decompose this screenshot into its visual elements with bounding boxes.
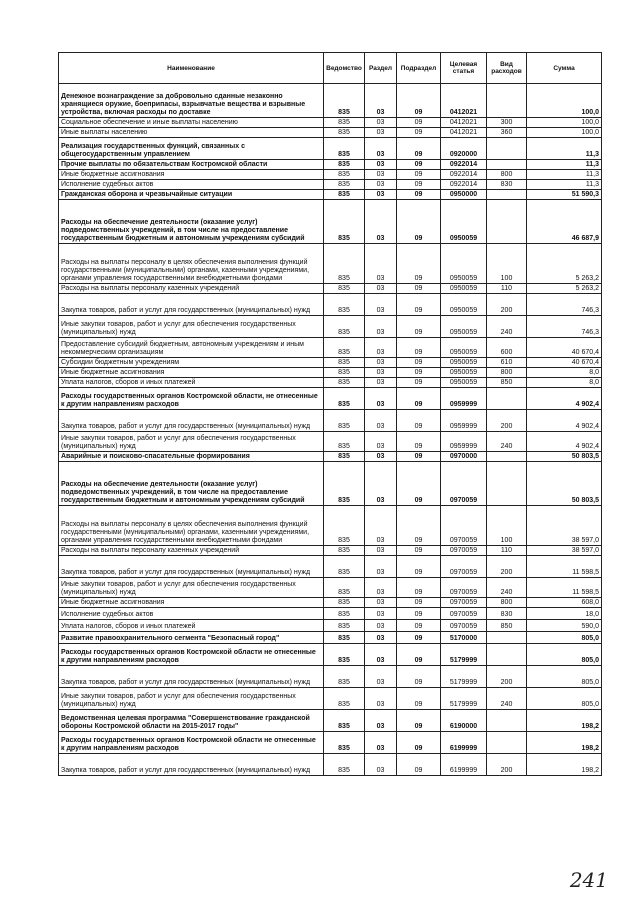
cell-section: 03: [365, 128, 397, 138]
cell-sum: 5 263,2: [527, 284, 602, 294]
cell-section: 03: [365, 410, 397, 432]
table-header-row: [59, 53, 602, 84]
cell-section: 03: [365, 378, 397, 388]
cell-name: Реализация государственных функций, связанных с общегосударственным управлением: [59, 138, 324, 160]
cell-sum: 805,0: [527, 644, 602, 666]
cell-name: Иные закупки товаров, работ и услуг для обеспечения государственных (муниципальных) нужд: [59, 578, 324, 598]
cell-expense-type: 200: [487, 294, 527, 316]
cell-subsection: 09: [397, 244, 441, 284]
cell-subsection: 09: [397, 732, 441, 754]
cell-expense-type: 800: [487, 368, 527, 378]
cell-subsection: 09: [397, 432, 441, 452]
cell-subsection: 09: [397, 358, 441, 368]
cell-name: Иные бюджетные ассигнования: [59, 368, 324, 378]
cell-target-article: 0959999: [441, 432, 487, 452]
cell-sum: 4 902,4: [527, 432, 602, 452]
cell-section: 03: [365, 462, 397, 506]
cell-expense-type: [487, 138, 527, 160]
table-row: [59, 632, 602, 644]
cell-expense-type: [487, 632, 527, 644]
cell-section: 03: [365, 644, 397, 666]
cell-sum: 100,0: [527, 128, 602, 138]
cell-department: 835: [324, 128, 365, 138]
cell-subsection: 09: [397, 284, 441, 294]
cell-section: 03: [365, 294, 397, 316]
cell-sum: 590,0: [527, 620, 602, 632]
cell-target-article: 6199999: [441, 732, 487, 754]
cell-sum: 805,0: [527, 688, 602, 710]
cell-section: 03: [365, 118, 397, 128]
cell-target-article: 5179999: [441, 644, 487, 666]
cell-subsection: 09: [397, 452, 441, 462]
cell-section: 03: [365, 632, 397, 644]
cell-subsection: 09: [397, 666, 441, 688]
handwritten-page-number: 241: [569, 868, 608, 892]
cell-section: 03: [365, 432, 397, 452]
cell-subsection: 09: [397, 180, 441, 190]
cell-section: 03: [365, 190, 397, 200]
cell-section: 03: [365, 84, 397, 118]
cell-name: Исполнение судебных актов: [59, 180, 324, 190]
cell-name: Расходы государственных органов Костромской области не отнесенные к другим направлениям расходов: [59, 732, 324, 754]
cell-name: Прочие выплаты по обязательствам Костромской области: [59, 160, 324, 170]
cell-department: 835: [324, 190, 365, 200]
cell-subsection: 09: [397, 190, 441, 200]
table-row: [59, 710, 602, 732]
table-row: [59, 754, 602, 776]
cell-target-article: 0412021: [441, 84, 487, 118]
cell-expense-type: [487, 200, 527, 244]
cell-department: 835: [324, 754, 365, 776]
cell-sum: 746,3: [527, 294, 602, 316]
cell-subsection: 09: [397, 410, 441, 432]
cell-target-article: 0970059: [441, 578, 487, 598]
table-row: [59, 368, 602, 378]
cell-expense-type: 240: [487, 578, 527, 598]
cell-target-article: 0950059: [441, 316, 487, 338]
cell-name: Денежное вознаграждение за добровольно сданные незаконно хранящиеся оружие, боеприпасы, взрывчатые вещества и взрывные устройства, включая расходы по доставке: [59, 84, 324, 118]
cell-name: Иные бюджетные ассигнования: [59, 598, 324, 608]
cell-section: 03: [365, 200, 397, 244]
cell-expense-type: 830: [487, 180, 527, 190]
cell-section: 03: [365, 368, 397, 378]
cell-name: Иные закупки товаров, работ и услуг для обеспечения государственных (муниципальных) нужд: [59, 688, 324, 710]
cell-expense-type: 240: [487, 432, 527, 452]
cell-expense-type: 200: [487, 754, 527, 776]
budget-table: [58, 52, 602, 776]
cell-department: 835: [324, 378, 365, 388]
cell-department: 835: [324, 632, 365, 644]
table-row: [59, 732, 602, 754]
cell-sum: 11,3: [527, 138, 602, 160]
cell-name: Расходы на обеспечение деятельности (оказание услуг) подведомственных учреждений, в том числе на предоставление государственным бюджетным и автономным учреждениям субсидий: [59, 200, 324, 244]
cell-target-article: 0959999: [441, 388, 487, 410]
header-name: Наименование: [59, 53, 324, 84]
cell-target-article: 0950059: [441, 378, 487, 388]
cell-department: 835: [324, 138, 365, 160]
cell-sum: 198,2: [527, 710, 602, 732]
cell-name: Иные закупки товаров, работ и услуг для обеспечения государственных (муниципальных) нужд: [59, 432, 324, 452]
cell-sum: 11 598,5: [527, 578, 602, 598]
cell-name: Расходы на выплаты персоналу в целях обеспечения выполнения функций государственными (муниципальными) органами, казенными учреждениями, органами управления государственными внебюджетными фондами: [59, 506, 324, 546]
cell-department: 835: [324, 710, 365, 732]
cell-expense-type: [487, 732, 527, 754]
cell-sum: 11,3: [527, 160, 602, 170]
cell-subsection: 09: [397, 644, 441, 666]
cell-department: 835: [324, 688, 365, 710]
table-row: [59, 546, 602, 556]
cell-section: 03: [365, 710, 397, 732]
cell-section: 03: [365, 170, 397, 180]
cell-expense-type: 830: [487, 608, 527, 620]
cell-target-article: 0950059: [441, 368, 487, 378]
cell-section: 03: [365, 180, 397, 190]
cell-department: 835: [324, 506, 365, 546]
table-row: [59, 378, 602, 388]
cell-expense-type: 300: [487, 118, 527, 128]
cell-department: 835: [324, 432, 365, 452]
cell-subsection: 09: [397, 294, 441, 316]
cell-expense-type: [487, 710, 527, 732]
header-expense-type: Вид расходов: [487, 53, 527, 84]
cell-target-article: 0412021: [441, 128, 487, 138]
table-row: [59, 200, 602, 244]
cell-department: 835: [324, 284, 365, 294]
table-row: [59, 294, 602, 316]
cell-section: 03: [365, 338, 397, 358]
table-row: [59, 578, 602, 598]
cell-sum: 38 597,0: [527, 546, 602, 556]
header-section: Раздел: [365, 53, 397, 84]
cell-expense-type: [487, 190, 527, 200]
cell-name: Закупка товаров, работ и услуг для государственных (муниципальных) нужд: [59, 294, 324, 316]
cell-target-article: 0950059: [441, 294, 487, 316]
table-row: [59, 506, 602, 546]
cell-sum: 100,0: [527, 118, 602, 128]
cell-department: 835: [324, 118, 365, 128]
cell-name: Иные бюджетные ассигнования: [59, 170, 324, 180]
cell-sum: 40 670,4: [527, 358, 602, 368]
cell-department: 835: [324, 338, 365, 358]
cell-name: Расходы на обеспечение деятельности (оказание услуг) подведомственных учреждений, в том числе на предоставление государственным бюджетным и автономным учреждениям субсидий: [59, 462, 324, 506]
cell-subsection: 09: [397, 578, 441, 598]
cell-section: 03: [365, 754, 397, 776]
cell-section: 03: [365, 284, 397, 294]
cell-expense-type: 850: [487, 620, 527, 632]
cell-sum: 11,3: [527, 170, 602, 180]
cell-sum: 8,0: [527, 378, 602, 388]
cell-name: Уплата налогов, сборов и иных платежей: [59, 620, 324, 632]
cell-expense-type: [487, 388, 527, 410]
cell-section: 03: [365, 244, 397, 284]
table-row: [59, 160, 602, 170]
cell-subsection: 09: [397, 688, 441, 710]
cell-expense-type: 110: [487, 546, 527, 556]
cell-target-article: 0950059: [441, 358, 487, 368]
cell-section: 03: [365, 358, 397, 368]
table-row: [59, 284, 602, 294]
cell-subsection: 09: [397, 138, 441, 160]
cell-department: 835: [324, 556, 365, 578]
table-row: [59, 462, 602, 506]
cell-target-article: 0970059: [441, 556, 487, 578]
cell-sum: 608,0: [527, 598, 602, 608]
cell-target-article: 0950059: [441, 200, 487, 244]
cell-subsection: 09: [397, 598, 441, 608]
cell-target-article: 0922014: [441, 160, 487, 170]
cell-department: 835: [324, 608, 365, 620]
cell-section: 03: [365, 578, 397, 598]
table-row: [59, 388, 602, 410]
cell-expense-type: 600: [487, 338, 527, 358]
cell-section: 03: [365, 316, 397, 338]
cell-target-article: 6190000: [441, 710, 487, 732]
cell-sum: 8,0: [527, 368, 602, 378]
cell-subsection: 09: [397, 128, 441, 138]
header-target-article: Целевая статья: [441, 53, 487, 84]
table-row: [59, 644, 602, 666]
cell-department: 835: [324, 578, 365, 598]
cell-subsection: 09: [397, 546, 441, 556]
cell-department: 835: [324, 644, 365, 666]
cell-section: 03: [365, 732, 397, 754]
cell-expense-type: [487, 644, 527, 666]
cell-department: 835: [324, 294, 365, 316]
cell-subsection: 09: [397, 710, 441, 732]
cell-subsection: 09: [397, 462, 441, 506]
cell-section: 03: [365, 688, 397, 710]
cell-section: 03: [365, 160, 397, 170]
cell-sum: 746,3: [527, 316, 602, 338]
cell-expense-type: 200: [487, 556, 527, 578]
cell-department: 835: [324, 598, 365, 608]
cell-department: 835: [324, 200, 365, 244]
cell-expense-type: 110: [487, 284, 527, 294]
cell-sum: 46 687,9: [527, 200, 602, 244]
cell-target-article: 6199999: [441, 754, 487, 776]
cell-subsection: 09: [397, 620, 441, 632]
cell-sum: 4 902,4: [527, 410, 602, 432]
cell-expense-type: 360: [487, 128, 527, 138]
cell-sum: 18,0: [527, 608, 602, 620]
cell-department: 835: [324, 368, 365, 378]
cell-section: 03: [365, 598, 397, 608]
cell-sum: 11 598,5: [527, 556, 602, 578]
table-row: [59, 190, 602, 200]
cell-department: 835: [324, 452, 365, 462]
cell-subsection: 09: [397, 556, 441, 578]
cell-sum: 198,2: [527, 732, 602, 754]
cell-subsection: 09: [397, 388, 441, 410]
cell-expense-type: [487, 462, 527, 506]
header-sum: Сумма: [527, 53, 602, 84]
cell-department: 835: [324, 410, 365, 432]
cell-name: Гражданская оборона и чрезвычайные ситуации: [59, 190, 324, 200]
cell-name: Субсидии бюджетным учреждениям: [59, 358, 324, 368]
table-row: [59, 452, 602, 462]
cell-sum: 50 803,5: [527, 452, 602, 462]
table-row: [59, 608, 602, 620]
cell-subsection: 09: [397, 160, 441, 170]
cell-name: Социальное обеспечение и иные выплаты населению: [59, 118, 324, 128]
cell-subsection: 09: [397, 338, 441, 358]
cell-section: 03: [365, 620, 397, 632]
table-row: [59, 410, 602, 432]
table-row: [59, 598, 602, 608]
cell-name: Расходы государственных органов Костромской области не отнесенные к другим направлениям расходов: [59, 644, 324, 666]
cell-department: 835: [324, 170, 365, 180]
cell-department: 835: [324, 546, 365, 556]
cell-expense-type: 200: [487, 410, 527, 432]
cell-department: 835: [324, 358, 365, 368]
cell-name: Расходы государственных органов Костромской области, не отнесенные к другим направлениям расходов: [59, 388, 324, 410]
header-department: Ведомство: [324, 53, 365, 84]
cell-expense-type: 100: [487, 244, 527, 284]
cell-section: 03: [365, 546, 397, 556]
cell-name: Расходы на выплаты персоналу в целях обеспечения выполнения функций государственными (муниципальными) органами, казенными учреждениями, органами управления государственными внебюджетными фондами: [59, 244, 324, 284]
cell-subsection: 09: [397, 506, 441, 546]
table-row: [59, 358, 602, 368]
table-row: [59, 128, 602, 138]
table-row: [59, 180, 602, 190]
cell-department: 835: [324, 462, 365, 506]
cell-name: Закупка товаров, работ и услуг для государственных (муниципальных) нужд: [59, 410, 324, 432]
cell-department: 835: [324, 316, 365, 338]
cell-subsection: 09: [397, 170, 441, 180]
cell-subsection: 09: [397, 316, 441, 338]
cell-expense-type: 240: [487, 688, 527, 710]
cell-section: 03: [365, 506, 397, 546]
cell-expense-type: 800: [487, 170, 527, 180]
cell-subsection: 09: [397, 200, 441, 244]
cell-target-article: 0922014: [441, 170, 487, 180]
table-row: [59, 138, 602, 160]
cell-department: 835: [324, 666, 365, 688]
cell-name: Уплата налогов, сборов и иных платежей: [59, 378, 324, 388]
table-row: [59, 170, 602, 180]
cell-subsection: 09: [397, 608, 441, 620]
cell-section: 03: [365, 666, 397, 688]
table-row: [59, 316, 602, 338]
cell-expense-type: 850: [487, 378, 527, 388]
cell-target-article: 5179999: [441, 688, 487, 710]
cell-target-article: 0970059: [441, 546, 487, 556]
cell-name: Развитие правоохранительного сегмента "Безопасный город": [59, 632, 324, 644]
table-row: [59, 620, 602, 632]
cell-department: 835: [324, 732, 365, 754]
cell-sum: 5 263,2: [527, 244, 602, 284]
cell-department: 835: [324, 84, 365, 118]
cell-target-article: 0920000: [441, 138, 487, 160]
cell-name: Иные выплаты населению: [59, 128, 324, 138]
cell-name: Закупка товаров, работ и услуг для государственных (муниципальных) нужд: [59, 666, 324, 688]
cell-expense-type: 200: [487, 666, 527, 688]
table-row: [59, 666, 602, 688]
cell-target-article: 0970059: [441, 506, 487, 546]
cell-subsection: 09: [397, 84, 441, 118]
cell-department: 835: [324, 180, 365, 190]
cell-target-article: 5170000: [441, 632, 487, 644]
cell-target-article: 0970059: [441, 598, 487, 608]
header-subsection: Подраздел: [397, 53, 441, 84]
cell-target-article: 0970059: [441, 608, 487, 620]
cell-expense-type: 240: [487, 316, 527, 338]
cell-subsection: 09: [397, 378, 441, 388]
cell-name: Предоставление субсидий бюджетным, автономным учреждениям и иным некоммерческим организациям: [59, 338, 324, 358]
table-row: [59, 244, 602, 284]
cell-name: Иные закупки товаров, работ и услуг для обеспечения государственных (муниципальных) нужд: [59, 316, 324, 338]
cell-target-article: 0412021: [441, 118, 487, 128]
cell-sum: 100,0: [527, 84, 602, 118]
budget-table-sheet: [58, 52, 601, 776]
cell-sum: 50 803,5: [527, 462, 602, 506]
cell-target-article: 0959999: [441, 410, 487, 432]
cell-subsection: 09: [397, 754, 441, 776]
cell-department: 835: [324, 244, 365, 284]
cell-name: Ведомственная целевая программа "Совершенствование гражданской обороны Костромской области на 2015-2017 годы": [59, 710, 324, 732]
cell-name: Аварийные и поисково-спасательные формирования: [59, 452, 324, 462]
cell-name: Закупка товаров, работ и услуг для государственных (муниципальных) нужд: [59, 556, 324, 578]
cell-target-article: 0922014: [441, 180, 487, 190]
cell-expense-type: [487, 160, 527, 170]
cell-sum: 4 902,4: [527, 388, 602, 410]
table-row: [59, 432, 602, 452]
cell-target-article: 5179999: [441, 666, 487, 688]
cell-department: 835: [324, 388, 365, 410]
cell-target-article: 0970059: [441, 620, 487, 632]
table-row: [59, 84, 602, 118]
cell-target-article: 0970000: [441, 452, 487, 462]
cell-name: Расходы на выплаты персоналу казенных учреждений: [59, 546, 324, 556]
cell-section: 03: [365, 452, 397, 462]
cell-sum: 51 590,3: [527, 190, 602, 200]
cell-subsection: 09: [397, 368, 441, 378]
cell-sum: 198,2: [527, 754, 602, 776]
cell-sum: 38 597,0: [527, 506, 602, 546]
cell-subsection: 09: [397, 632, 441, 644]
table-row: [59, 118, 602, 128]
cell-department: 835: [324, 620, 365, 632]
cell-name: Закупка товаров, работ и услуг для государственных (муниципальных) нужд: [59, 754, 324, 776]
cell-target-article: 0970059: [441, 462, 487, 506]
cell-name: Расходы на выплаты персоналу казенных учреждений: [59, 284, 324, 294]
cell-sum: 805,0: [527, 666, 602, 688]
cell-target-article: 0950059: [441, 284, 487, 294]
table-row: [59, 688, 602, 710]
cell-subsection: 09: [397, 118, 441, 128]
cell-target-article: 0950000: [441, 190, 487, 200]
cell-expense-type: 610: [487, 358, 527, 368]
table-row: [59, 338, 602, 358]
cell-department: 835: [324, 160, 365, 170]
cell-sum: 11,3: [527, 180, 602, 190]
cell-section: 03: [365, 608, 397, 620]
cell-target-article: 0950059: [441, 338, 487, 358]
cell-name: Исполнение судебных актов: [59, 608, 324, 620]
table-row: [59, 556, 602, 578]
cell-expense-type: [487, 84, 527, 118]
cell-section: 03: [365, 556, 397, 578]
cell-expense-type: 800: [487, 598, 527, 608]
cell-section: 03: [365, 138, 397, 160]
cell-sum: 805,0: [527, 632, 602, 644]
cell-expense-type: 100: [487, 506, 527, 546]
cell-sum: 40 670,4: [527, 338, 602, 358]
cell-target-article: 0950059: [441, 244, 487, 284]
cell-section: 03: [365, 388, 397, 410]
cell-expense-type: [487, 452, 527, 462]
